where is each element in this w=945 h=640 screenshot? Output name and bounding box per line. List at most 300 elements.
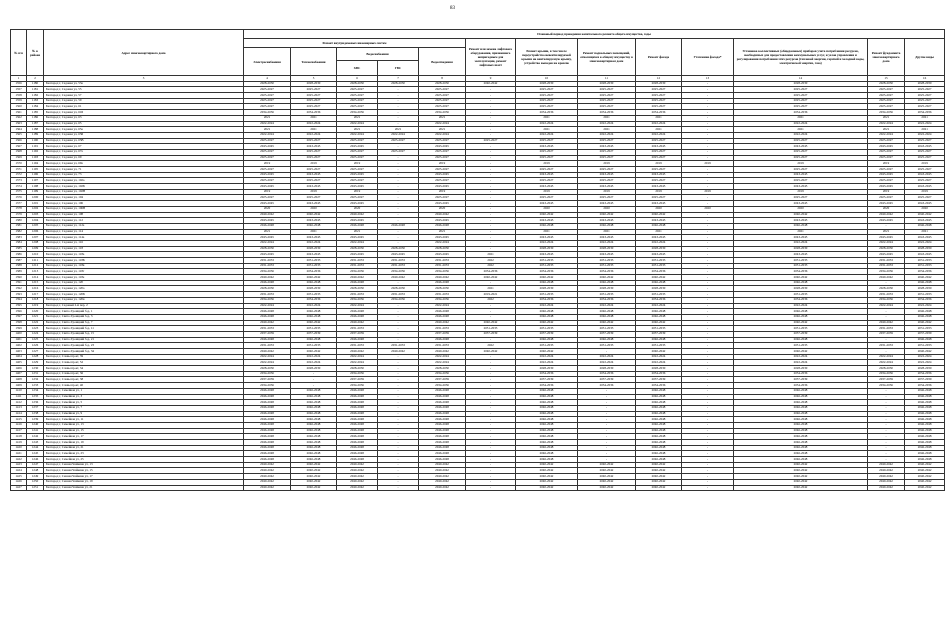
period-cell: 2040-2042 — [868, 275, 905, 281]
period-cell: 2034-2036 — [905, 371, 945, 377]
district-number: 1192 — [27, 149, 44, 155]
period-cell: 2046-2048 — [337, 457, 378, 463]
period-cell: - — [578, 349, 636, 355]
period-cell: - — [466, 206, 516, 212]
period-cell: 2031-2033 — [636, 263, 682, 269]
period-cell: 2043-2045 — [516, 235, 578, 241]
period-cell: 2031-2033 — [378, 343, 419, 349]
period-cell: - — [466, 309, 516, 315]
period-cell: 2034-2036 — [516, 110, 578, 116]
period-cell: 2043-2045 — [578, 252, 636, 258]
period-cell: 2022-2024 — [337, 354, 378, 360]
period-cell: 2034-2036 — [244, 383, 291, 389]
period-cell: 2020 — [419, 206, 466, 212]
period-cell: - — [466, 93, 516, 99]
period-cell: 2040-2042 — [378, 275, 419, 281]
period-cell: 2043-2045 — [419, 172, 466, 178]
period-cell: 2025-2027 — [905, 178, 945, 184]
period-cell: 2025-2027 — [578, 178, 636, 184]
period-cell: 2043-2045 — [291, 235, 337, 241]
period-cell: - — [378, 468, 419, 474]
period-cell: 2022-2024 — [636, 132, 682, 138]
period-cell: - — [682, 337, 734, 343]
period-cell: 2043-2045 — [578, 144, 636, 150]
district-number: 1224 — [27, 331, 44, 337]
period-cell: 2046-2048 — [636, 457, 682, 463]
period-cell: 2046-2048 — [291, 411, 337, 417]
period-cell: 2034-2036 — [244, 269, 291, 275]
period-cell: 2043-2045 — [291, 252, 337, 258]
period-cell: 2046-2048 — [905, 445, 945, 451]
period-cell: 2025-2027 — [578, 138, 636, 144]
period-cell: 2037-2039 — [516, 377, 578, 383]
period-cell: 2046-2048 — [734, 314, 868, 320]
district-number: 1248 — [27, 468, 44, 474]
period-cell: 2034-2036 — [578, 371, 636, 377]
period-cell: - — [466, 87, 516, 93]
period-cell: 2025-2027 — [244, 87, 291, 93]
period-cell: - — [466, 178, 516, 184]
period-cell: - — [378, 326, 419, 332]
period-cell: 2034-2036 — [578, 383, 636, 389]
period-cell: 2031-2033 — [868, 263, 905, 269]
row-number: 1394 — [11, 297, 27, 303]
district-number: 1239 — [27, 417, 44, 423]
period-cell: 2025-2027 — [516, 93, 578, 99]
period-cell: 2020 — [337, 206, 378, 212]
period-cell: 2020 — [734, 206, 868, 212]
period-cell: 2043-2045 — [419, 252, 466, 258]
period-cell: 2034-2036 — [905, 269, 945, 275]
district-number: 1230 — [27, 366, 44, 372]
address-cell: Белгород г, Семейная ул, 25 — [44, 457, 244, 463]
period-cell: 2025-2027 — [244, 167, 291, 173]
period-cell: 2046-2048 — [516, 422, 578, 428]
period-cell: - — [682, 411, 734, 417]
period-cell: 2040-2042 — [337, 485, 378, 491]
row-number: 1398 — [11, 320, 27, 326]
period-cell: 2040-2042 — [419, 275, 466, 281]
period-cell: - — [466, 115, 516, 121]
district-number: 1184 — [27, 104, 44, 110]
period-cell: 2022-2024 — [337, 132, 378, 138]
district-number: 1210 — [27, 252, 44, 258]
period-cell: 2028-2030 — [868, 81, 905, 87]
period-cell: 2046-2048 — [419, 445, 466, 451]
page-number: 83 — [450, 6, 455, 11]
period-cell: 2028-2030 — [734, 81, 868, 87]
period-cell: 2043-2045 — [868, 144, 905, 150]
period-cell: 2046-2048 — [419, 280, 466, 286]
period-cell: 2022-2024 — [291, 360, 337, 366]
district-number: 1242 — [27, 434, 44, 440]
period-cell: 2040-2042 — [337, 212, 378, 218]
period-cell: 2019 — [734, 189, 868, 195]
address-cell: Белгород г, Садовая ул, 108 — [44, 212, 244, 218]
period-cell: - — [578, 417, 636, 423]
period-cell: - — [466, 366, 516, 372]
period-cell: 2046-2048 — [905, 440, 945, 446]
district-number: 1187 — [27, 121, 44, 127]
period-cell: - — [378, 434, 419, 440]
period-cell: 2021 — [419, 229, 466, 235]
period-cell: 2046-2048 — [734, 337, 868, 343]
period-cell: 2019 — [419, 161, 466, 167]
period-cell: 2046-2048 — [905, 457, 945, 463]
period-cell: 2046-2048 — [734, 434, 868, 440]
header-water-supply: Водоснабжения — [337, 48, 419, 61]
period-cell: 2037-2039 — [905, 331, 945, 337]
period-cell: 2046-2048 — [734, 223, 868, 229]
period-cell: 2019 — [682, 189, 734, 195]
period-cell: - — [466, 104, 516, 110]
period-cell: 2025-2027 — [291, 195, 337, 201]
period-cell: 2043-2045 — [734, 235, 868, 241]
row-number: 1417 — [11, 428, 27, 434]
address-cell: Белгород г, Свято-Троицкий б-р, 7 — [44, 320, 244, 326]
period-cell: 2040-2042 — [868, 485, 905, 491]
period-cell: - — [466, 280, 516, 286]
period-cell: 2022-2024 — [516, 132, 578, 138]
period-cell: 2046-2048 — [244, 405, 291, 411]
period-cell: 2040-2042 — [244, 485, 291, 491]
period-cell: - — [868, 388, 905, 394]
period-cell: 2025-2027 — [905, 98, 945, 104]
district-number: 1235 — [27, 394, 44, 400]
period-cell: 2028-2030 — [905, 366, 945, 372]
period-cell: - — [466, 184, 516, 190]
period-cell: - — [682, 314, 734, 320]
period-cell: 2037-2039 — [734, 377, 868, 383]
period-cell: 2040-2042 — [337, 468, 378, 474]
period-cell: 2043-2045 — [244, 252, 291, 258]
period-cell: - — [466, 371, 516, 377]
period-cell: - — [466, 201, 516, 207]
table-body — [11, 76, 945, 491]
period-cell: 2028-2030 — [337, 366, 378, 372]
row-number: 1391 — [11, 280, 27, 286]
period-cell: 2034-2036 — [636, 297, 682, 303]
period-cell: - — [682, 246, 734, 252]
row-number: 1383 — [11, 235, 27, 241]
period-cell: 2019 — [578, 189, 636, 195]
period-cell: 2046-2048 — [636, 440, 682, 446]
period-cell: 2025-2027 — [868, 155, 905, 161]
district-number: 1247 — [27, 462, 44, 468]
address-cell: Белгород г, Семейная ул, 21 — [44, 445, 244, 451]
period-cell: 2021 — [516, 115, 578, 121]
row-number: 1409 — [11, 383, 27, 389]
period-cell: 2043-2045 — [734, 184, 868, 190]
period-cell: 2043-2045 — [337, 218, 378, 224]
period-cell: - — [466, 246, 516, 252]
period-cell: 2025-2027 — [419, 155, 466, 161]
period-cell: - — [378, 405, 419, 411]
period-cell: 2019 — [636, 189, 682, 195]
period-cell: - — [868, 280, 905, 286]
period-cell: - — [682, 400, 734, 406]
period-cell: - — [682, 149, 734, 155]
address-cell: Белгород г, Садовая ул, 61 — [44, 104, 244, 110]
period-cell: - — [682, 371, 734, 377]
row-number: 1400 — [11, 331, 27, 337]
period-cell: 2040-2042 — [244, 462, 291, 468]
period-cell: 2021 — [516, 229, 578, 235]
period-cell: 2046-2048 — [419, 309, 466, 315]
period-cell: 2022-2024 — [734, 354, 868, 360]
row-number: 1362 — [11, 115, 27, 121]
period-cell: 2022-2024 — [636, 121, 682, 127]
period-cell: 2028-2030 — [516, 81, 578, 87]
period-cell: - — [378, 121, 419, 127]
period-cell: 2037-2039 — [905, 377, 945, 383]
district-number: 1207 — [27, 235, 44, 241]
period-cell: - — [378, 400, 419, 406]
period-cell: 2043-2045 — [868, 184, 905, 190]
row-number: 1427 — [11, 485, 27, 491]
period-cell: 2025-2027 — [868, 104, 905, 110]
period-cell: 2034-2036 — [868, 297, 905, 303]
period-cell: 2043-2045 — [516, 218, 578, 224]
period-cell: 2040-2042 — [734, 462, 868, 468]
period-cell: 2043-2045 — [868, 252, 905, 258]
period-cell: 2046-2048 — [291, 400, 337, 406]
period-cell: 2025-2027 — [868, 93, 905, 99]
column-number: 11 — [578, 76, 636, 82]
period-cell: 2022-2024 — [905, 121, 945, 127]
period-cell: 2031-2033 — [419, 326, 466, 332]
period-cell: 2046-2048 — [905, 388, 945, 394]
column-number: 10 — [516, 76, 578, 82]
period-cell: 2028-2030 — [516, 246, 578, 252]
district-number: 1229 — [27, 360, 44, 366]
period-cell: 2040-2042 — [734, 212, 868, 218]
period-cell: - — [682, 132, 734, 138]
address-cell: Белгород г, Семейная ул, 1 — [44, 388, 244, 394]
period-cell: - — [378, 201, 419, 207]
district-number: 1249 — [27, 474, 44, 480]
period-cell: 2031-2033 — [291, 326, 337, 332]
period-cell: 2043-2045 — [337, 201, 378, 207]
period-cell: 2046-2048 — [419, 314, 466, 320]
column-number: 3 — [44, 76, 244, 82]
period-cell: - — [378, 457, 419, 463]
period-cell: 2022-2024 — [337, 240, 378, 246]
period-cell: - — [682, 394, 734, 400]
row-number: 1369 — [11, 155, 27, 161]
address-cell: Белгород г, Садовая ул, 118 — [44, 246, 244, 252]
period-cell: 2031-2033 — [868, 258, 905, 264]
period-cell: - — [682, 405, 734, 411]
period-cell: 2046-2048 — [291, 337, 337, 343]
period-cell: - — [466, 229, 516, 235]
period-cell: 2021 — [244, 229, 291, 235]
period-cell: 2022-2024 — [291, 121, 337, 127]
period-cell: 2040-2042 — [244, 349, 291, 355]
row-number: 1364 — [11, 127, 27, 133]
period-cell: 2031-2033 — [419, 343, 466, 349]
address-cell: Белгород г, Садовая ул, 114а — [44, 235, 244, 241]
district-number: 1191 — [27, 144, 44, 150]
period-cell: 2040-2042 — [378, 349, 419, 355]
row-number: 1402 — [11, 343, 27, 349]
district-number: 1246 — [27, 457, 44, 463]
district-number: 1227 — [27, 349, 44, 355]
period-cell: 2040-2042 — [905, 479, 945, 485]
period-cell: 2025-2027 — [419, 138, 466, 144]
period-cell: 2021 — [466, 252, 516, 258]
row-number: 1421 — [11, 451, 27, 457]
header-hvs: ХВС — [337, 61, 378, 76]
period-cell: 2031-2033 — [378, 258, 419, 264]
district-number: 1201 — [27, 201, 44, 207]
period-cell: 2021 — [291, 115, 337, 121]
period-cell: 2046-2048 — [734, 445, 868, 451]
period-cell: - — [466, 400, 516, 406]
period-cell: 2025-2027 — [868, 178, 905, 184]
period-cell: - — [682, 326, 734, 332]
period-cell: 2040-2042 — [516, 479, 578, 485]
period-cell: 2028-2030 — [578, 286, 636, 292]
period-cell: 2021 — [337, 127, 378, 133]
address-cell: Белгород г, Садовая ул, 118в — [44, 263, 244, 269]
period-cell: 2040-2042 — [905, 349, 945, 355]
period-cell: 2046-2048 — [636, 411, 682, 417]
column-number: 5 — [291, 76, 337, 82]
period-cell: 2020 — [516, 206, 578, 212]
row-number: 1418 — [11, 434, 27, 440]
period-cell: 2046-2048 — [291, 388, 337, 394]
address-cell: Белгород г, Садовая ул, 63 — [44, 115, 244, 121]
period-cell: - — [378, 360, 419, 366]
period-cell: 2043-2045 — [516, 252, 578, 258]
period-cell: 2028-2030 — [868, 246, 905, 252]
period-cell: 2025-2027 — [419, 167, 466, 173]
period-cell: 2021 — [734, 127, 868, 133]
period-cell: 2046-2048 — [636, 434, 682, 440]
address-cell: Белгород г, Садовая ул, 118г — [44, 269, 244, 275]
period-cell: 2046-2048 — [636, 417, 682, 423]
period-cell: 2021 — [636, 229, 682, 235]
row-number: 1404 — [11, 354, 27, 360]
period-cell: 2019 — [244, 161, 291, 167]
period-cell: 2043-2045 — [516, 184, 578, 190]
column-number: 2 — [27, 76, 44, 82]
period-cell: - — [378, 195, 419, 201]
row-number: 1374 — [11, 184, 27, 190]
period-cell: 2025-2027 — [419, 195, 466, 201]
address-cell: Белгород г, Славы пр-кт, 52 — [44, 360, 244, 366]
period-cell: 2046-2048 — [734, 309, 868, 315]
period-cell: 2028-2030 — [636, 246, 682, 252]
period-cell: 2034-2036 — [291, 269, 337, 275]
period-cell: - — [378, 474, 419, 480]
period-cell: 2025-2027 — [636, 138, 682, 144]
district-number: 1217 — [27, 292, 44, 298]
period-cell: 2040-2042 — [419, 462, 466, 468]
period-cell: 2021 — [337, 115, 378, 121]
period-cell: 2022 — [466, 258, 516, 264]
period-cell: 2046-2048 — [419, 388, 466, 394]
period-cell: 2031-2033 — [419, 258, 466, 264]
period-cell: 2040-2042 — [734, 349, 868, 355]
period-cell: - — [578, 457, 636, 463]
period-cell: 2019 — [516, 189, 578, 195]
period-cell: - — [868, 349, 905, 355]
period-cell: 2031-2033 — [578, 258, 636, 264]
period-cell: 2046-2048 — [419, 422, 466, 428]
period-cell: - — [378, 172, 419, 178]
row-number: 1420 — [11, 445, 27, 451]
period-cell: 2031-2033 — [734, 292, 868, 298]
period-cell: 2046-2048 — [291, 422, 337, 428]
period-cell: 2034-2036 — [419, 110, 466, 116]
row-number: 1357 — [11, 87, 27, 93]
period-cell: 2046-2048 — [905, 314, 945, 320]
period-cell: - — [868, 434, 905, 440]
period-cell: 2031-2033 — [337, 258, 378, 264]
period-cell: 2046-2048 — [419, 428, 466, 434]
period-cell: - — [378, 445, 419, 451]
period-cell: 2022-2024 — [636, 303, 682, 309]
period-cell: 2022-2024 — [734, 360, 868, 366]
period-cell: 2022-2024 — [516, 121, 578, 127]
district-number: 1236 — [27, 400, 44, 406]
period-cell: 2046-2048 — [378, 223, 419, 229]
period-cell: 2031-2033 — [516, 258, 578, 264]
period-cell: 2028-2030 — [734, 366, 868, 372]
period-cell: 2037-2039 — [868, 331, 905, 337]
period-cell: 2046-2048 — [337, 451, 378, 457]
header-electro: Электроснабжения — [244, 48, 291, 76]
period-cell: 2037-2039 — [578, 377, 636, 383]
period-cell: 2046-2048 — [516, 309, 578, 315]
period-cell: 2046-2048 — [516, 411, 578, 417]
period-cell: - — [682, 98, 734, 104]
period-cell: 2022-2024 — [244, 303, 291, 309]
address-cell: Белгород г, Свято-Троицкий б-р, 34 — [44, 349, 244, 355]
period-cell: 2031-2033 — [734, 326, 868, 332]
period-cell: - — [291, 377, 337, 383]
period-cell: 2025-2027 — [378, 149, 419, 155]
period-cell: - — [466, 127, 516, 133]
district-number: 1190 — [27, 138, 44, 144]
period-cell: 2034-2036 — [516, 297, 578, 303]
header-engineering: Ремонт внутридомовых инженерных систем — [244, 39, 466, 48]
period-cell: 2022-2024 — [291, 354, 337, 360]
address-cell: Белгород г, Славы пр-кт, 39 — [44, 354, 244, 360]
period-cell: 2046-2048 — [516, 428, 578, 434]
period-cell: - — [378, 229, 419, 235]
period-cell: - — [682, 377, 734, 383]
period-cell: 2046-2048 — [419, 451, 466, 457]
row-number: 1390 — [11, 275, 27, 281]
period-cell: - — [466, 354, 516, 360]
period-cell: 2046-2048 — [337, 434, 378, 440]
address-cell: Белгород г, Семейная ул, 13 — [44, 422, 244, 428]
period-cell: - — [578, 451, 636, 457]
address-cell: Белгород г, Славы пр-кт, 38 — [44, 377, 244, 383]
period-cell: 2043-2045 — [636, 144, 682, 150]
period-cell: 2028-2030 — [905, 286, 945, 292]
address-cell: Белгород г, Садовая ул, 65 — [44, 121, 244, 127]
period-cell: 2046-2048 — [419, 440, 466, 446]
address-cell: Белгород г, Свято-Троицкий б-р, 11 — [44, 326, 244, 332]
period-cell: - — [682, 457, 734, 463]
row-number: 1389 — [11, 269, 27, 275]
period-cell: 2040-2042 — [868, 474, 905, 480]
period-cell: - — [578, 440, 636, 446]
